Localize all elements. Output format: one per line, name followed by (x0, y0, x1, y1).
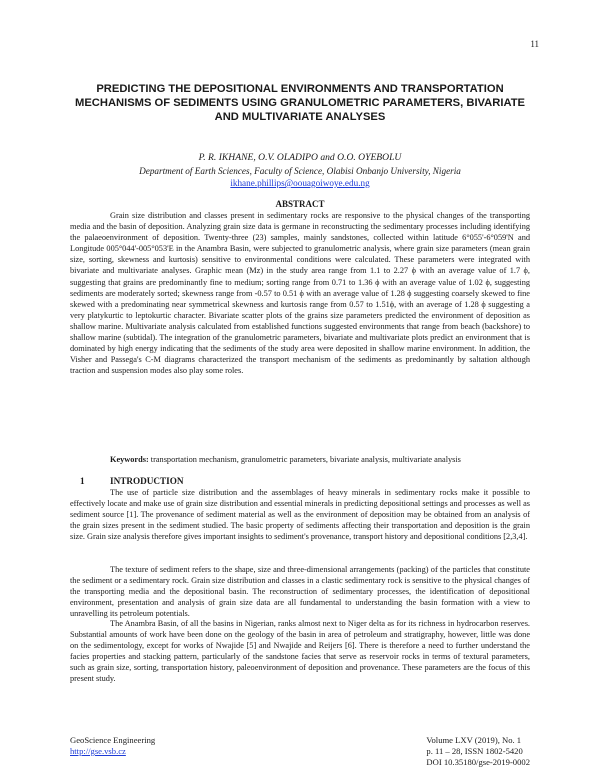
journal-url-link[interactable]: http://gse.vsb.cz (70, 746, 126, 756)
paper-title: PREDICTING THE DEPOSITIONAL ENVIRONMENTS AND TRANSPORTATION MECHANISMS OF SEDIMENTS USING GRANULOMETRIC PARAMETERS, BIVARIATE AND MULTIVARIATE ANALYSES (75, 83, 525, 123)
journal-name: GeoScience Engineering (70, 735, 156, 745)
intro-paragraph-3: The Anambra Basin, of all the basins in Nigerian, ranks almost next to Niger delta as for its richness in hydrocarbon reserves. Substantial amounts of work have been done on the geology of the basin in area of petroleum and stratigraphy, however, little was done on the sedimentology, except for works of Nwajide [5] and Nwajide and Reijers [6]. There is therefore a need to further understand the facies properties and stacking pattern, particularly of the sandstone facies that serve as reservoir rocks in terms of textural parameters, such as grain size, sorting, transportation history, paleoenvironment of deposition and provenance. These parameters are the focus of this present study. (70, 619, 530, 683)
footer-left (70, 735, 155, 757)
doi: DOI 10.35180/gse-2019-0002 (426, 757, 530, 767)
volume-info: Volume LXV (2019), No. 1 (426, 735, 522, 745)
intro-paragraph-2: The texture of sediment refers to the shape, size and three-dimensional arrangements (packing) of the particles that constitute the sediment or a sedimentary rock. Grain size distribution and classes in a clastic sedimentary rock is sensitive to the physical changes of the transporting media and the depositional basin. The reconstruction of sedimentary processes, the identification of depositional environment, presentation and analysis of grain size data are all fundamental to understanding the basin formation with a view to unravelling its petroleum potentials. (70, 565, 530, 618)
keywords-label: Keywords: (110, 455, 149, 464)
email-link[interactable]: ikhane.phillips@oouagoiwoye.edu.ng (230, 178, 370, 188)
section-heading (70, 476, 530, 486)
authors: P. R. IKHANE, O.V. OLADIPO and O.O. OYEBOLU (198, 152, 402, 163)
footer-right (426, 735, 530, 768)
keywords-text: transportation mechanism, granulometric parameters, bivariate analysis, multivariate analysis (150, 455, 461, 464)
section-number: 1 (80, 476, 85, 486)
abstract-text: Grain size distribution and classes present in sedimentary rocks are responsive to the physical changes of the transporting media and the basin of deposition. Analyzing grain size data is germane in reconstructing the sedimentary processes including identifying the palaeoenvironment of deposition. Twenty-three (23) samples, mainly sandstones, collected within latitude 6°055'-6°059'N and Longitude 005°044'-005°053'E in the Anambra Basin, were subjected to granulometric analysis, where grain size parameters (mean grain size, sorting, skewness and kurtosis) sensitive to environmental conditions were calculated. These parameters were integrated with bivariate and multivariate analyses. Graphic mean (Mz) in the study area range from 1.1 to 2.27 ϕ with an average value of 1.7 ϕ, suggesting that grains are predominantly fine to medium; sorting range from 0.71 to 1.36 ϕ with an average value of 1.02 ϕ, suggesting sediments are moderately sorted; skewness range from -0.57 to 0.51 ϕ with an average value of 1.28 ϕ suggesting coarsely skewed to fine skewed with a predominating near symmetrical skewness and kurtosis range from 0.57 to 1.51ϕ, with an average of 1.28 ϕ suggesting a very platykurtic to leptokurtic character. Bivariate scatter plots of the grains size parameters predicted the environment of deposition as shallow marine. Multivariate analysis calculated from established functions suggested environments that range from beach (backshore) to shallow marine (subtidal). The integration of the granulometric parameters, bivariate and multivariate plots predict an environment that is dominated by high energy indicating that the sediments of the study area were deposited in shallow marine environment. In addition, the Visher and Passega's C-M diagrams characterized the transport mechanism of the sediments as predominantly by saltation although traction and suspension modes also play some roles. (70, 211, 530, 376)
author-email (70, 177, 530, 189)
intro-paragraph-1: The use of particle size distribution and the assemblages of heavy minerals in sedimentary rocks make it possible to effectively locate and make use of grain size distribution and essential minerals in predicting depositional settings and processes as well as sediment source [1]. The provenance of sediment material as well as the environment of deposition may be obtained from an analysis of the grain sizes present in the sediment studied. The basic property of sediments affecting their transportation and deposition is the grain size. Grain size analysis therefore gives important insights to sediment's provenance, transport history and depositional conditions [2,3,4]. (70, 488, 530, 541)
section-title: INTRODUCTION (110, 476, 184, 486)
page-number: 11 (530, 39, 539, 49)
affiliation: Department of Earth Sciences, Faculty of Science, Olabisi Onbanjo University, Nigeria (139, 166, 461, 176)
abstract-heading: ABSTRACT (275, 199, 325, 209)
keywords (70, 454, 530, 465)
pages-issn: p. 11 – 28, ISSN 1802-5420 (426, 746, 523, 756)
